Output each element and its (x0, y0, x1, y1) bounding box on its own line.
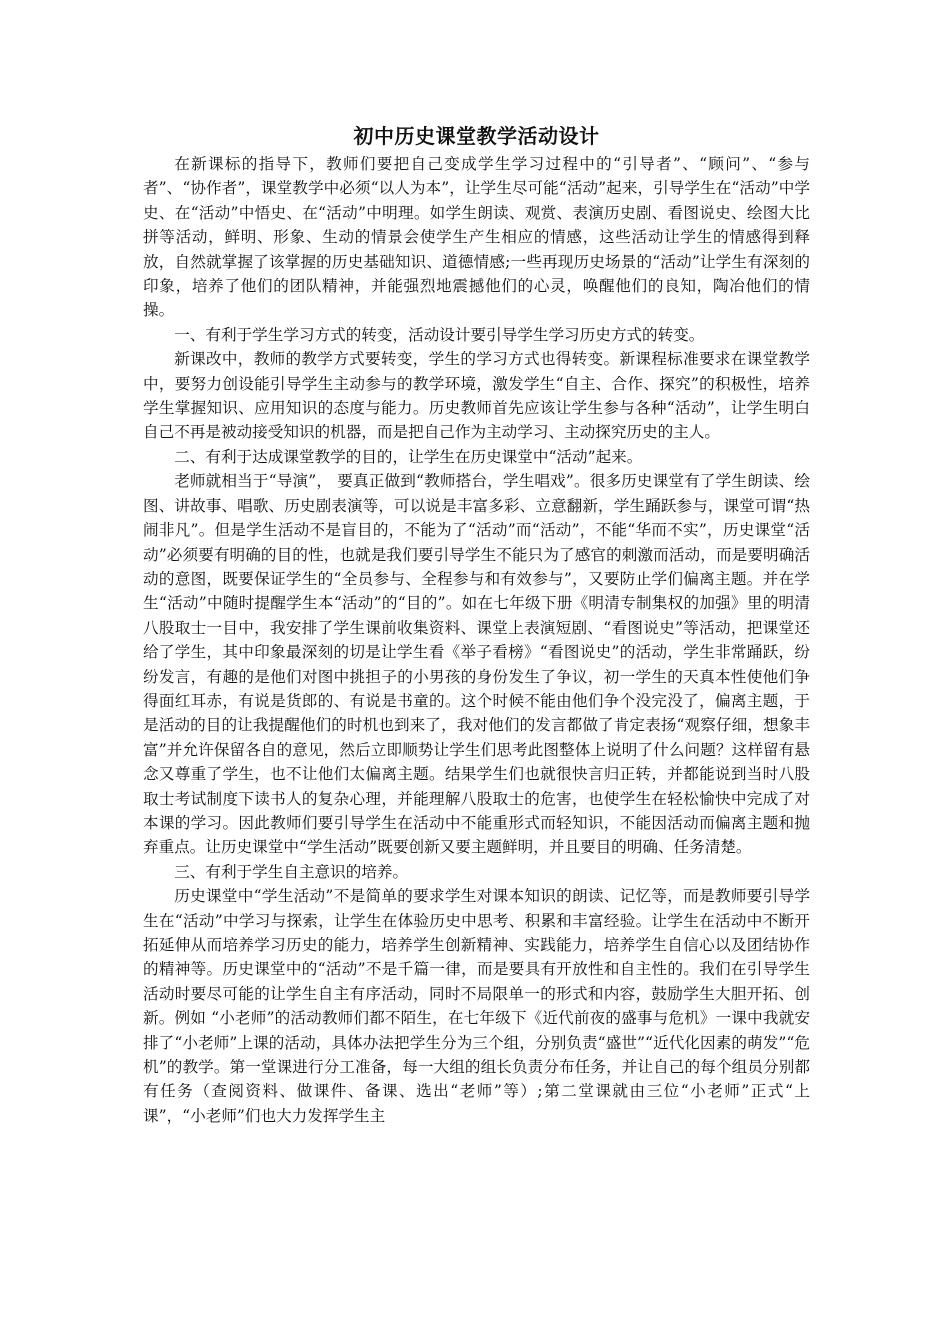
section-paragraph-3: 历史课堂中“学生活动”不是简单的要求学生对课本知识的朗读、记忆等，而是教师要引导学生在“活动”中学习与探索，让学生在体验历史中思考、积累和丰富经验。让学生在活动中不断开拓延伸从而培养学习历史的能力，培养学生创新精神、实践能力，培养学生自信心以及团结协作的精神等。历史课堂中的“活动”不是千篇一律，而是要具有开放性和自主性的。我们在引导学生活动时要尽可能的让学生自主有序活动，同时不局限单一的形式和内容，鼓励学生大胆开拓、创新。例如 “小老师”的活动教师们都不陌生，在七年级下《近代前夜的盛事与危机》一课中我就安排了“小老师”上课的活动，具体办法把学生分为三个组，分别负责“盛世”“近代化因素的萌发”“危机”的教学。第一堂课进行分工准备，每一大组的组长负责分布任务，并让自己的每个组员分别都有任务（查阅资料、做课件、备课、选出“老师”等）;第二堂课就由三位“小老师”正式“上课”，“小老师”们也大力发挥学生主 (143, 887, 810, 1125)
section-heading-1: 一、有利于学生学习方式的转变，活动设计要引导学生学习历史方式的转变。 (174, 325, 705, 344)
section-heading-3: 三、有利于学生自主意识的培养。 (174, 862, 409, 881)
section-paragraph-1: 新课改中，教师的教学方式要转变，学生的学习方式也得转变。新课程标准要求在课堂教学中，要努力创设能引导学生主动参与的教学环境，激发学生“自主、合作、探究”的积极性，培养学生掌握知识、应用知识的态度与能力。历史教师首先应该让学生参与各种“活动”，让学生明白自己不再是被动接受知识的机器，而是把自己作为主动学习、主动探究历史的主人。 (143, 350, 810, 442)
document-page (143, 120, 810, 1128)
document-title: 初中历史课堂教学活动设计 (353, 124, 600, 148)
section-heading-2: 二、有利于达成课堂教学的目的，让学生在历史课堂中“活动”起来。 (174, 447, 643, 466)
section-paragraph-2: 老师就相当于“导演”， 要真正做到“教师搭台，学生唱戏”。很多历史课堂有了学生朗读、绘图、讲故事、唱歌、历史剧表演等，可以说是丰富多彩、立意翻新，学生踊跃参与，课堂可谓“热闹非凡”。但是学生活动不是盲目的，不能为了“活动”而“活动”，不能“华而不实”，历史课堂“活动”必须要有明确的目的性，也就是我们要引导学生不能只为了感官的刺激而活动，而是要明确活动的意图，既要保证学生的“全员参与、全程参与和有效参与”，又要防止学们偏离主题。并在学生“活动”中随时提醒学生本“活动”的“目的”。如在七年级下册《明清专制集权的加强》里的明清八股取士一目中，我安排了学生课前收集资料、课堂上表演短剧、“看图说史”等活动，把课堂还给了学生，其中印象最深刻的切是让学生看《举子看榜》“看图说史”的活动，学生非常踊跃，纷纷发言，有趣的是他们对图中挑担子的小男孩的身份发生了争议，初一学生的天真本性使他们争得面红耳赤，有说是货郎的、有说是书童的。这个时候不能由他们争个没完没了，偏离主题，于是活动的目的让我提醒他们的时机也到来了，我对他们的发言都做了肯定表扬“观察仔细，想象丰富”并允许保留各自的意见，然后立即顺势让学生们思考此图整体上说明了什么问题？这样留有悬念又尊重了学生，也不让他们太偏离主题。结果学生们也就很快言归正转，并都能说到当时八股取士考试制度下读书人的复杂心理，并能理解八股取士的危害，也使学生在轻松愉快中完成了对本课的学习。因此教师们要引导学生在活动中不能重形式而轻知识，不能因活动而偏离主题和抛弃重点。让历史课堂中“学生活动”既要创新又要主题鲜明，并且要目的明确、任务清楚。 (143, 472, 810, 857)
intro-paragraph: 在新课标的指导下，教师们要把自己变成学生学习过程中的“引导者”、“顾问”、“参与者”、“协作者”，课堂教学中必须“以人为本”，让学生尽可能“活动”起来，引导学生在“活动”中学史、在“活动”中悟史、在“活动”中明理。如学生朗读、观赏、表演历史剧、看图说史、绘图大比拼等活动，鲜明、形象、生动的情景会使学生产生相应的情感，这些活动让学生的情感得到释放，自然就掌握了该掌握的历史基础知识、道德情感;一些再现历史场景的“活动”让学生有深刻的印象，培养了他们的团队精神，并能强烈地震撼他们的心灵，唤醒他们的良知，陶冶他们的情操。 (143, 155, 810, 320)
